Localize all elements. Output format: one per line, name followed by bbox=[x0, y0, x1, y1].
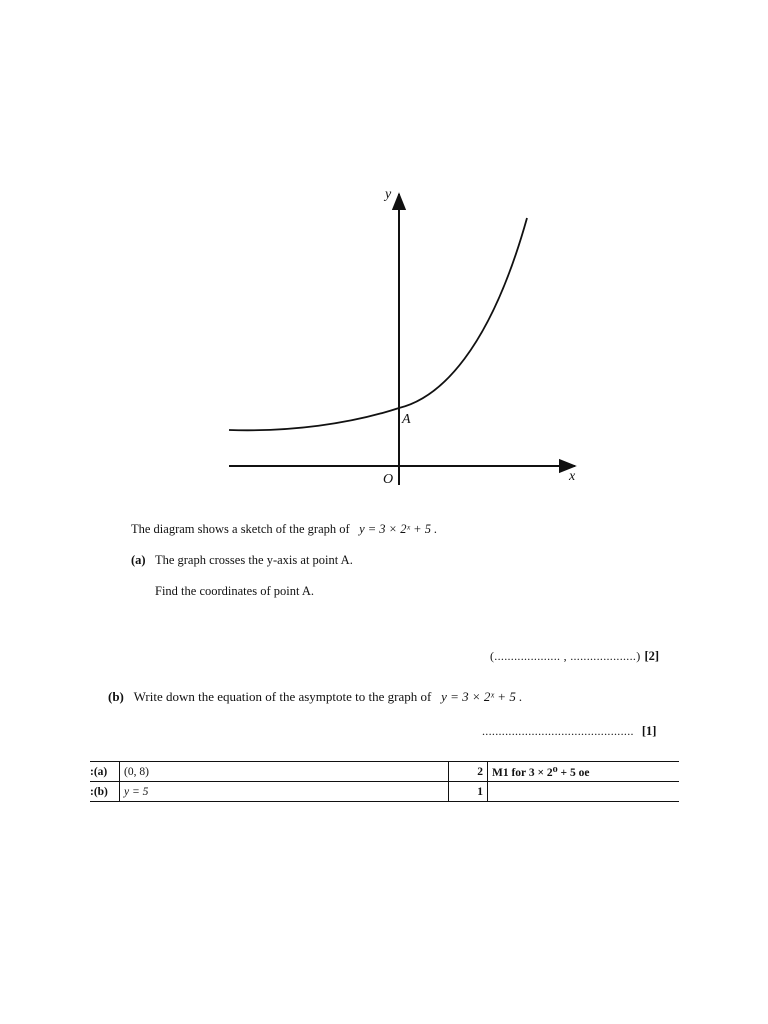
markscheme-answer: (0, 8) bbox=[120, 762, 449, 782]
intro-line bbox=[131, 522, 437, 537]
y-axis-label: y bbox=[385, 187, 392, 202]
intro-equation: y = 3 × 2ˣ + 5 . bbox=[359, 522, 438, 536]
intro-text: The diagram shows a sketch of the graph of bbox=[131, 522, 350, 536]
part-a-answer-line bbox=[490, 647, 659, 665]
part-b-question bbox=[108, 689, 522, 705]
markscheme-question: :(a) bbox=[90, 762, 120, 782]
part-a-instruction: Find the coordinates of point A. bbox=[155, 584, 315, 598]
part-a-marks: [2] bbox=[644, 649, 660, 663]
part-b-answer-line bbox=[482, 722, 656, 740]
x-axis-label: x bbox=[569, 469, 576, 484]
part-a-text: The graph crosses the y-axis at point A. bbox=[154, 553, 353, 567]
part-b-text: Write down the equation of the asymptote to the graph of bbox=[133, 689, 432, 704]
markscheme-mark: 1 bbox=[449, 782, 488, 802]
markscheme-guidance: M1 for 3 × 2⁰ + 5 oe bbox=[488, 762, 680, 782]
markscheme-row-a bbox=[90, 762, 679, 782]
markscheme-answer-text: y = 5 bbox=[124, 785, 149, 798]
part-a-answer-blank[interactable]: (.................... , ....................) bbox=[490, 649, 641, 663]
point-a-label: A bbox=[402, 412, 411, 427]
markscheme-row-b bbox=[90, 782, 679, 802]
part-b-marks: [1] bbox=[641, 724, 657, 738]
part-b-label: (b) bbox=[108, 689, 124, 704]
markscheme-answer bbox=[120, 782, 449, 802]
part-b-answer-blank[interactable]: .............................................. bbox=[482, 724, 634, 738]
part-a-question bbox=[131, 553, 353, 568]
markscheme-guidance bbox=[488, 782, 680, 802]
markscheme-question: :(b) bbox=[90, 782, 120, 802]
markscheme-mark: 2 bbox=[449, 762, 488, 782]
exponential-curve bbox=[229, 218, 527, 430]
origin-label: O bbox=[383, 472, 394, 487]
part-a-label: (a) bbox=[131, 553, 146, 567]
part-b-equation: y = 3 × 2ˣ + 5 . bbox=[441, 689, 523, 704]
markscheme-table bbox=[90, 761, 679, 802]
